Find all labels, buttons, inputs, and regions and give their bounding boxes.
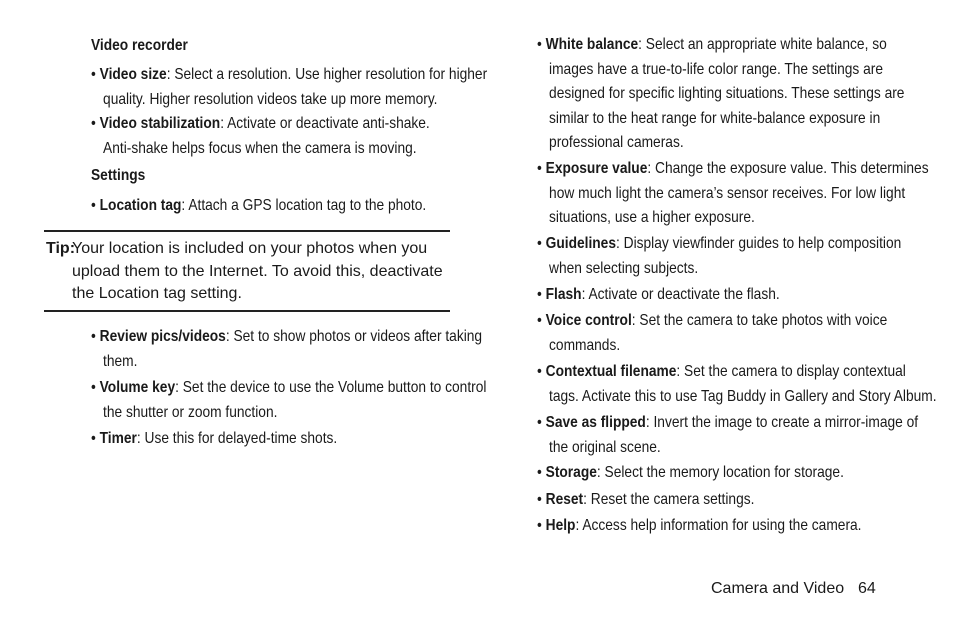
bullet-text: quality. Higher resolution videos take up more memory. bbox=[103, 90, 438, 108]
bullet-term: Exposure value bbox=[545, 160, 648, 177]
bullet-term: Reset bbox=[545, 491, 584, 508]
bullet-term: Location tag bbox=[99, 197, 182, 214]
bullet-storage: • Storage: Select the memory location for storage. bbox=[537, 464, 844, 481]
bullet-text: : Set the camera to take photos with voice bbox=[631, 312, 888, 329]
bullet-text: : Change the exposure value. This determines bbox=[647, 160, 929, 177]
bullet-term: Volume key bbox=[99, 379, 176, 396]
bullet-voice-control: • Voice control: Set the camera to take photos with voice commands. bbox=[537, 309, 887, 358]
bullet-timer: • Timer: Use this for delayed-time shots. bbox=[91, 430, 338, 447]
bullet-term: Review pics/videos bbox=[99, 328, 226, 345]
bullet-term: Help bbox=[545, 517, 576, 534]
bullet-save-as-flipped: • Save as flipped: Invert the image to create a mirror-image of the original scene. bbox=[537, 411, 918, 460]
bullet-term: Contextual filename bbox=[545, 363, 677, 380]
tip-bottom-rule bbox=[44, 310, 450, 312]
bullet-term: Flash bbox=[545, 286, 582, 303]
footer-section-title: Camera and Video bbox=[711, 580, 845, 597]
bullet-text: images have a true-to-life color range. The settings are bbox=[549, 60, 884, 78]
bullet-text: : Set the camera to display contextual bbox=[676, 363, 906, 380]
bullet-text: commands. bbox=[549, 336, 621, 354]
bullet-term: Save as flipped bbox=[545, 414, 646, 431]
bullet-text: them. bbox=[103, 352, 138, 370]
bullet-text: the shutter or zoom function. bbox=[103, 403, 278, 421]
video-recorder-heading: Video recorder bbox=[91, 37, 188, 54]
tip-text: Your location is included on your photos when you upload them to the Internet. To avoid this, deactivate the Location tag setting. bbox=[72, 240, 443, 302]
tip-label: Tip: bbox=[46, 240, 76, 257]
bullet-term: Guidelines bbox=[545, 235, 616, 252]
bullet-volume-key: • Volume key: Set the device to use the Volume button to control the shutter or zoom function. bbox=[91, 376, 486, 425]
bullet-reset: • Reset: Reset the camera settings. bbox=[537, 491, 755, 508]
tip-top-rule bbox=[44, 230, 450, 232]
bullet-text: Anti-shake helps focus when the camera is moving. bbox=[103, 139, 417, 157]
settings-heading: Settings bbox=[91, 167, 146, 184]
page-number: 64 bbox=[858, 580, 876, 597]
bullet-text: : Activate or deactivate the flash. bbox=[581, 286, 780, 303]
bullet-text: : Invert the image to create a mirror-image of bbox=[645, 414, 919, 431]
bullet-text: professional cameras. bbox=[549, 134, 684, 151]
bullet-video-size: • Video size: Select a resolution. Use higher resolution for higher quality. Higher resolution videos take up more memory. bbox=[91, 63, 487, 112]
bullet-text: when selecting subjects. bbox=[549, 259, 699, 277]
bullet-term: Storage bbox=[545, 464, 597, 481]
bullet-text: tags. Activate this to use Tag Buddy in Gallery and Story Album. bbox=[549, 387, 937, 405]
bullet-video-stabilization: • Video stabilization: Activate or deactivate anti-shake. Anti-shake helps focus when the camera is moving. bbox=[91, 112, 430, 161]
bullet-exposure-value: • Exposure value: Change the exposure value. This determines how much light the camera’s sensor receives. For low light situations, use a higher exposure. bbox=[537, 157, 929, 231]
bullet-text: : Set the device to use the Volume button to control bbox=[175, 379, 487, 396]
bullet-flash: • Flash: Activate or deactivate the flash. bbox=[537, 286, 780, 303]
bullet-review-pics: • Review pics/videos: Set to show photos or videos after taking them. bbox=[91, 325, 482, 374]
bullet-text: : Select an appropriate white balance, so bbox=[638, 36, 887, 53]
bullet-text: how much light the camera’s sensor receives. For low light bbox=[549, 184, 906, 202]
bullet-term: Video size bbox=[99, 66, 167, 83]
bullet-text: : Attach a GPS location tag to the photo. bbox=[181, 197, 427, 214]
bullet-text: the original scene. bbox=[549, 438, 661, 456]
bullet-text: : Use this for delayed-time shots. bbox=[136, 430, 338, 447]
bullet-text: : Reset the camera settings. bbox=[583, 491, 755, 508]
bullet-text: : Access help information for using the camera. bbox=[575, 517, 862, 534]
bullet-help: • Help: Access help information for using the camera. bbox=[537, 517, 862, 534]
bullet-white-balance: • White balance: Select an appropriate white balance, so images have a true-to-life color range. The settings are designed for specific lighting situations. These settings are similar to the heat range for white-balance exposure in professional cameras. bbox=[537, 33, 904, 156]
bullet-text: : Select the memory location for storage. bbox=[596, 464, 844, 481]
bullet-text: similar to the heat range for white-balance exposure in bbox=[549, 109, 881, 127]
bullet-location-tag: • Location tag: Attach a GPS location tag to the photo. bbox=[91, 197, 427, 214]
bullet-term: White balance bbox=[545, 36, 639, 53]
bullet-term: Voice control bbox=[545, 312, 632, 329]
bullet-text: : Activate or deactivate anti-shake. bbox=[220, 115, 430, 132]
bullet-term: Timer bbox=[99, 430, 137, 447]
bullet-text: situations, use a higher exposure. bbox=[549, 209, 755, 226]
bullet-term: Video stabilization bbox=[99, 115, 221, 132]
bullet-text: : Set to show photos or videos after taking bbox=[225, 328, 483, 345]
bullet-contextual-filename: • Contextual filename: Set the camera to display contextual tags. Activate this to use Tag Buddy in Gallery and Story Album. bbox=[537, 360, 937, 409]
bullet-text: designed for specific lighting situations. These settings are bbox=[549, 85, 905, 102]
bullet-text: : Select a resolution. Use higher resolution for higher bbox=[166, 66, 488, 83]
bullet-text: : Display viewfinder guides to help composition bbox=[615, 235, 902, 252]
bullet-guidelines: • Guidelines: Display viewfinder guides to help composition when selecting subjects. bbox=[537, 232, 901, 281]
